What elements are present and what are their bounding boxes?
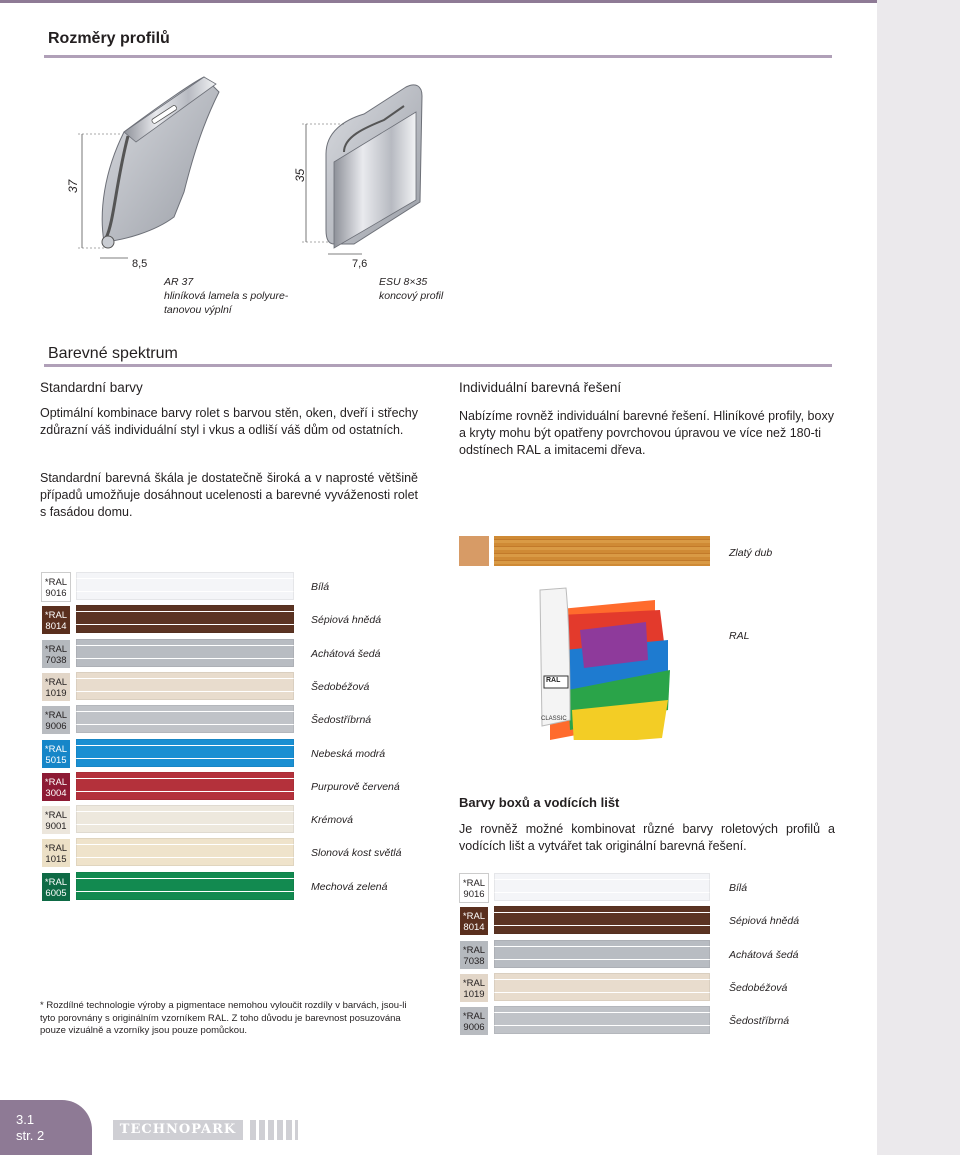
standard-colors-title: Standardní barvy <box>40 380 143 395</box>
wood-badge <box>459 536 489 566</box>
ral-badge-code: 9006 <box>45 721 67 733</box>
top-rule <box>0 0 960 3</box>
ral-badge-prefix: *RAL <box>462 977 486 989</box>
color-swatch <box>76 872 294 900</box>
color-name: Šedostříbrná <box>729 1015 790 1028</box>
color-name: Bílá <box>311 581 330 593</box>
ral-badge-code: 6005 <box>45 887 67 899</box>
color-swatch <box>494 873 710 901</box>
ar37-width-dim: 8,5 <box>132 258 148 270</box>
ral-badge-code: 9006 <box>463 1022 485 1034</box>
spectrum-title: Barevné spektrum <box>48 345 178 362</box>
color-swatch <box>494 940 710 968</box>
color-name: Krémová <box>311 814 354 827</box>
individual-title: Individuální barevná řešení <box>459 380 622 395</box>
esu-width-dim: 7,6 <box>352 258 368 270</box>
color-swatch <box>494 1006 710 1034</box>
ral-badge-prefix: *RAL <box>44 710 68 722</box>
ral-badge <box>459 973 489 1003</box>
ral-badge-prefix: *RAL <box>462 944 486 956</box>
ral-badge <box>41 805 71 835</box>
section-number: 3.1 <box>16 1112 35 1127</box>
color-name: Šedobéžová <box>311 680 370 693</box>
color-swatch <box>76 605 294 633</box>
footnote: * Rozdílné technologie výroby a pigmentace nemohou vyloučit rozdíly v barvách, jsou-li tyto porovnány s originálním vzorníkem RAL. Z toho důvodu je barevnost posuzována pouze vizuálně a vzorníky jsou pouze pomůckou. <box>40 1000 407 1036</box>
esu-height-dim: 35 <box>293 168 307 182</box>
color-name: Bílá <box>729 882 748 894</box>
color-name: Sépiová hnědá <box>729 915 800 928</box>
ar37-caption <box>164 275 288 317</box>
ral-badge <box>459 906 489 936</box>
color-name: Sépiová hnědá <box>311 614 382 627</box>
ral-badge <box>459 1006 489 1036</box>
esu-profile <box>302 85 422 254</box>
page-title: Rozměry profilů <box>48 30 170 47</box>
ral-badge <box>41 739 71 769</box>
color-swatch <box>76 572 294 600</box>
ral-badge <box>41 639 71 669</box>
page-number <box>16 1112 44 1144</box>
color-swatch <box>76 672 294 700</box>
color-name: Slonová kost světlá <box>311 847 402 860</box>
ral-badge-code: 7038 <box>463 955 485 967</box>
ral-badge-prefix: *RAL <box>462 878 486 889</box>
color-swatch <box>76 805 294 833</box>
ral-badge <box>41 772 71 802</box>
color-name: Šedobéžová <box>729 981 788 994</box>
boxes-title: Barvy boxů a vodících lišt <box>459 795 620 810</box>
color-name: Šedostříbrná <box>311 714 372 727</box>
technopark-logo: TECHNOPARK <box>113 1120 243 1140</box>
ral-badge-prefix: *RAL <box>44 577 68 588</box>
ral-badge-code: 1019 <box>463 988 485 1000</box>
ral-badge-code: 3004 <box>45 787 67 799</box>
ar37-name: AR 37 <box>164 276 194 288</box>
standard-colors-p2: Standardní barevná škála je dostatečně široká a v naprosté většině případů umožňuje dosáhnout ucelenosti a barevné vyváženosti rolet s fasádou domu. <box>40 471 418 519</box>
ral-badge-code: 9016 <box>45 588 67 599</box>
ral-classic: CLASSIC <box>541 716 567 722</box>
ral-badge-prefix: *RAL <box>44 810 68 822</box>
color-swatch <box>76 705 294 733</box>
standard-colors-p1: Optimální kombinace barvy rolet s barvou stěn, oken, dveří i střechy zdůrazní váš individuální styl i vkus a odliší váš dům od ostatních. <box>40 406 418 437</box>
ral-badge <box>459 940 489 970</box>
color-name: Mechová zelená <box>311 880 388 893</box>
page-tab <box>0 1100 92 1155</box>
ral-badge-code: 8014 <box>463 922 485 934</box>
ral-badge-code: 1019 <box>45 687 67 699</box>
color-swatch <box>76 772 294 800</box>
color-name: Purpurově červená <box>311 780 400 793</box>
ral-badge-code: 5015 <box>45 754 67 766</box>
ral-badge-prefix: *RAL <box>44 643 68 655</box>
ral-badge-code: 1015 <box>45 854 67 866</box>
wood-label: Zlatý dub <box>729 547 773 559</box>
color-name: Achátová šedá <box>729 948 799 961</box>
ral-badge <box>41 838 71 868</box>
ral-badge <box>41 605 71 635</box>
ral-badge-prefix: *RAL <box>44 843 68 855</box>
ral-logo: RAL <box>546 677 561 684</box>
ral-badge <box>459 873 489 903</box>
ral-fan-label: RAL <box>729 630 750 642</box>
esu-name: ESU 8×35 <box>379 276 428 288</box>
profile-drawings <box>44 62 454 272</box>
ral-badge-code: 9001 <box>45 821 67 833</box>
ar37-profile <box>78 77 219 258</box>
wood-swatch <box>494 536 710 566</box>
ar37-height-dim: 37 <box>66 179 80 193</box>
ral-badge-prefix: *RAL <box>462 1011 486 1023</box>
color-swatch <box>76 639 294 667</box>
logo-stripes <box>250 1120 298 1140</box>
esu-desc-1: koncový profil <box>379 290 444 302</box>
ral-badge-prefix: *RAL <box>44 676 68 688</box>
ral-badge-code: 8014 <box>45 621 67 633</box>
ral-badge <box>41 872 71 902</box>
ral-badge-prefix: *RAL <box>44 776 68 788</box>
title-rule <box>44 55 832 58</box>
ral-badge <box>41 672 71 702</box>
spectrum-rule <box>44 364 832 367</box>
ral-badge-code: 9016 <box>463 889 485 900</box>
page-label: str. 2 <box>16 1128 45 1143</box>
color-name: Achátová šedá <box>311 647 381 660</box>
color-swatch <box>76 739 294 767</box>
ral-badge-prefix: *RAL <box>462 911 486 923</box>
ar37-desc-2: tanovou výplní <box>164 304 232 316</box>
side-margin-band <box>877 0 960 1155</box>
ral-badge-code: 7038 <box>45 654 67 666</box>
ar37-desc-1: hliníková lamela s polyure- <box>164 290 289 302</box>
color-swatch <box>494 906 710 934</box>
ral-badge-prefix: *RAL <box>44 743 68 755</box>
color-swatch <box>494 973 710 1001</box>
color-swatch <box>76 838 294 866</box>
ral-badge <box>41 705 71 735</box>
esu-caption <box>379 275 443 303</box>
ral-badge-prefix: *RAL <box>44 876 68 888</box>
boxes-p1: Je rovněž možné kombinovat různé barvy roletových profilů a vodících lišt a vytvářet tak originální barevná řešení. <box>459 822 835 853</box>
individual-p1: Nabízíme rovněž individuální barevné řešení. Hliníkové profily, boxy a kryty mohu být opatřeny povrchovou úpravou ve více než 180-ti odstínech RAL a imitacemi dřeva. <box>459 409 834 457</box>
ral-badge <box>41 572 71 602</box>
ral-badge-prefix: *RAL <box>44 610 68 622</box>
color-name: Nebeská modrá <box>311 747 386 760</box>
